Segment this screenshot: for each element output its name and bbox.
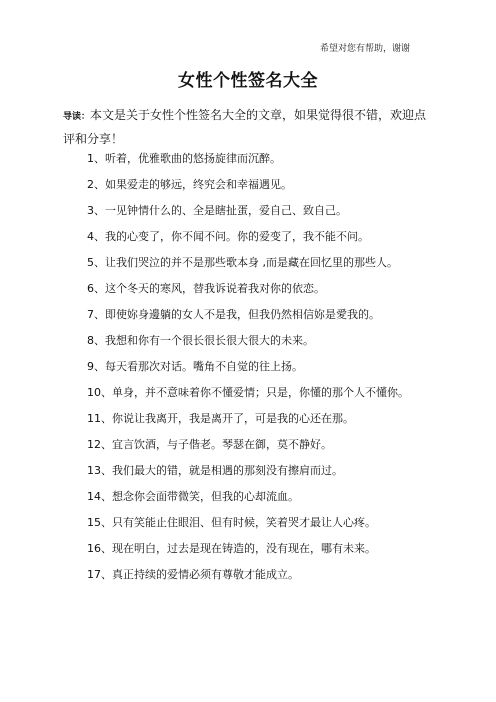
list-item: 10、单身，并不意味着你不懂爱情；只是，你懂的那个人不懂你。 — [87, 386, 409, 399]
list-item: 3、一见钟情什么的、全是瞎扯蛋，爱自己、致自己。 — [87, 204, 347, 217]
list-item: 11、你说让我离开，我是离开了，可是我的心还在那。 — [87, 412, 354, 425]
page-title: 女性个性签名大全 — [178, 71, 318, 91]
intro-paragraph — [63, 104, 431, 150]
list-item: 9、每天看那次对话。嘴角不自觉的往上扬。 — [87, 360, 303, 373]
list-item: 7、即使妳身邊躺的女人不是我，但我仍然相信妳是愛我的。 — [87, 308, 380, 321]
list-item: 14、想念你会面带微笑，但我的心却流血。 — [87, 490, 299, 503]
list-item: 15、只有笑能止住眼泪、但有时候，笑着哭才最让人心疼。 — [87, 516, 376, 529]
list-item: 1、听着，优雅歌曲的悠扬旋律而沉醉。 — [87, 152, 281, 165]
intro-label: 导读： — [63, 112, 91, 122]
list-item: 5、让我们哭泣的并不是那些歌本身 ,而是藏在回忆里的那些人。 — [87, 256, 398, 269]
list-item: 12、宜言饮酒，与子偕老。琴瑟在御，莫不静好。 — [87, 438, 332, 451]
header-note: 希望对您有帮助，谢谢 — [319, 44, 410, 54]
list-item: 2、如果爱走的够远，终究会和幸福遇见。 — [87, 178, 292, 191]
list-item: 17、真正持续的爱情必须有尊敬才能成立。 — [87, 568, 299, 581]
intro-text: 本文是关于女性个性签名大全的文章，如果觉得很不错，欢迎点评和分享！ — [63, 108, 427, 146]
list-item: 8、我想和你有一个很长很长很大很大的未来。 — [87, 334, 314, 347]
signature-list — [63, 149, 429, 591]
list-item: 6、这个冬天的寒风，替我诉说着我对你的依恋。 — [87, 282, 325, 295]
list-item: 16、现在明白，过去是现在铸造的，没有现在，哪有未来。 — [87, 542, 376, 555]
list-item: 13、我们最大的错，就是相遇的那刻没有擦肩而过。 — [87, 464, 343, 477]
list-item: 4、我的心变了，你不闻不问。你的爱变了，我不能不问。 — [87, 230, 369, 243]
